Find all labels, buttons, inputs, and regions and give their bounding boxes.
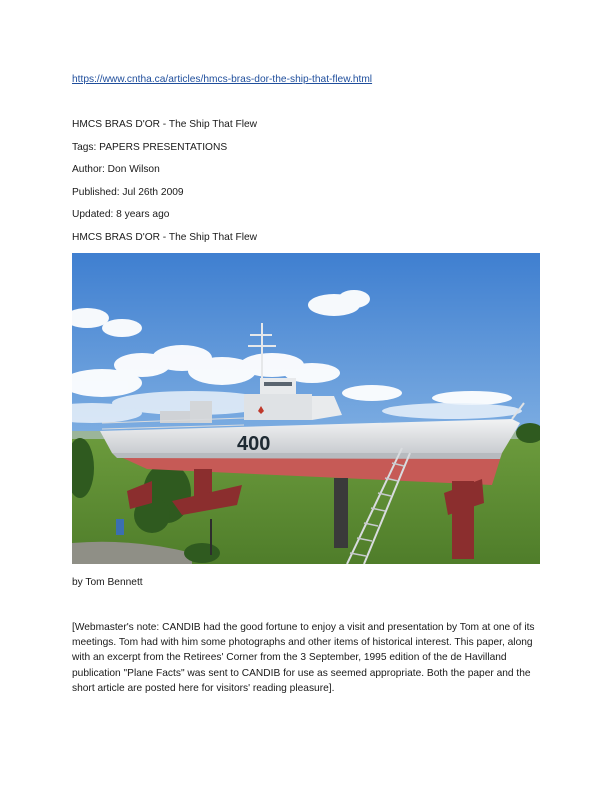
note-line: with an excerpt from the Retirees' Corner from the 3 September, 1995 edition of the de Havilland [72,652,507,664]
note-line: short article are posted here for visitors' reading pleasure]. [72,682,335,694]
source-url-link[interactable]: https://www.cntha.ca/articles/hmcs-bras-dor-the-ship-that-flew.html [72,74,373,85]
article-author: Author: Don Wilson [72,164,160,175]
note-line: publication "Plane Facts" was sent to CANDIB for use as seemed appropriate. Both the paper and the [72,667,531,679]
article-title: HMCS BRAS D'OR - The Ship That Flew [72,119,257,130]
article-heading: HMCS BRAS D'OR - The Ship That Flew [72,232,257,243]
article-updated: Updated: 8 years ago [72,209,170,220]
hull-number: 400 [237,433,271,455]
article-tags: Tags: PAPERS PRESENTATIONS [72,142,228,153]
note-line: meetings. Tom had with him some photographs and other items of historical interest. This paper, along [72,637,533,649]
note-line: [Webmaster's note: CANDIB had the good fortune to enjoy a visit and presentation by Tom at one of its [72,622,535,633]
webmaster-note [72,620,542,696]
ship-photo [72,253,540,564]
byline: by Tom Bennett [72,577,143,588]
article-published: Published: Jul 26th 2009 [72,187,184,198]
